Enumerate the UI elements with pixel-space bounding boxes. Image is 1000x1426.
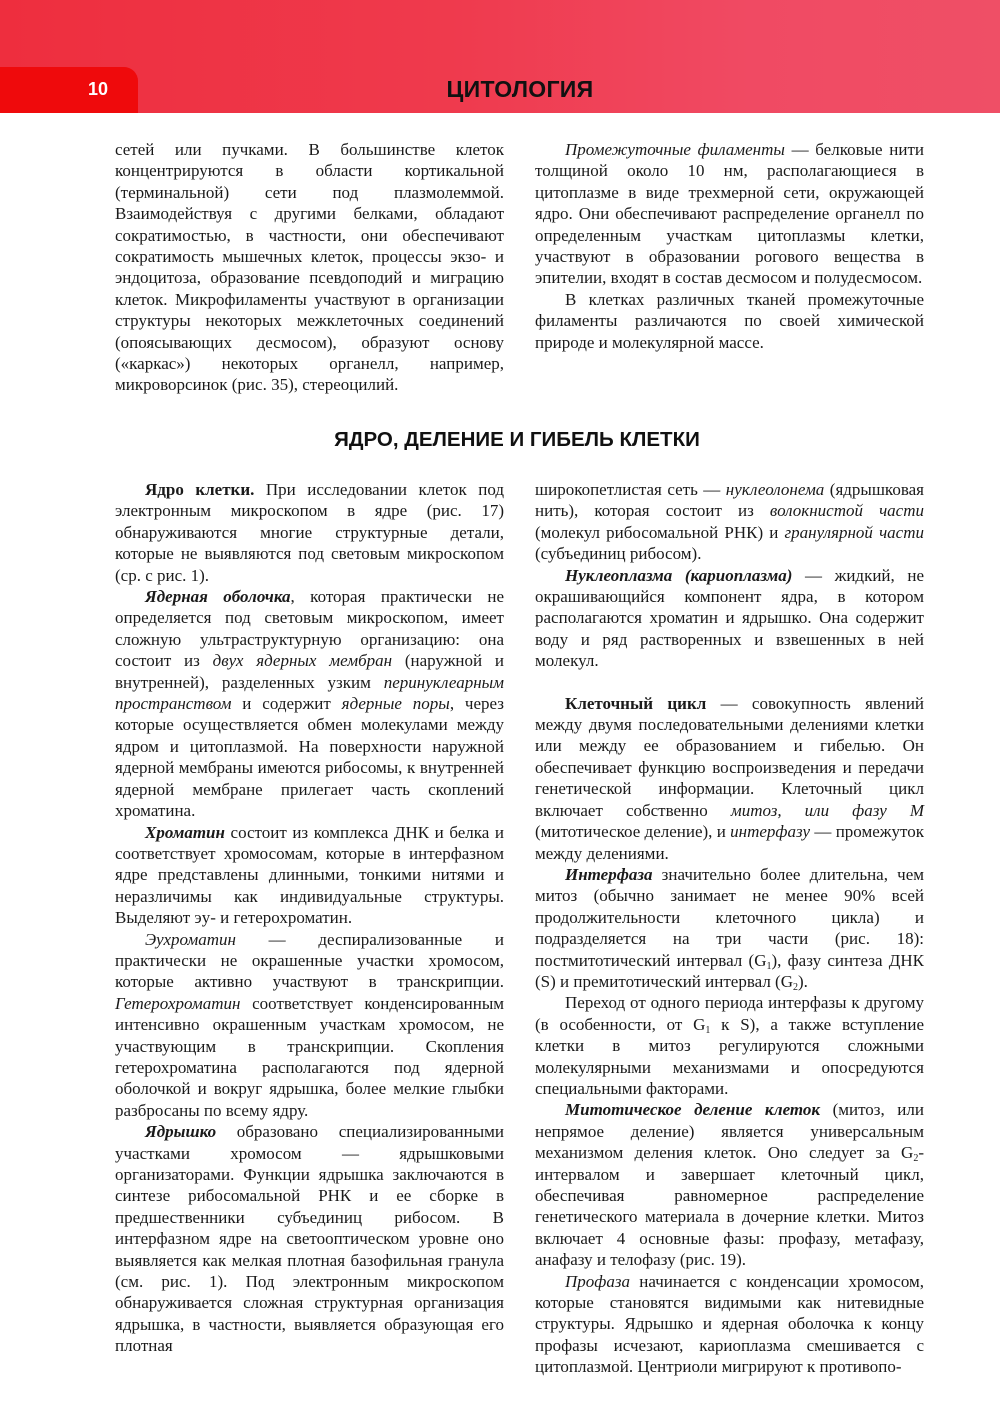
term: Эухроматин [145, 929, 236, 949]
paragraph: Нуклеоплазма (кариоплазма) — жидкий, не окрашивающийся компонент ядра, в котором располагаются хроматин и ядрышко. Она содержит воду и ряд растворенных и взвешенных в ней молекул. [535, 565, 925, 671]
paragraph: Ядерная оболочка, которая практически не определяется под световым микроскопом, имеет сложную ультраструктурную организацию: она состоит из двух ядерных мембран (наружной и внутренней), разделенных узким перинуклеарным пространством и содержит ядерные поры, через которые осуществляется обмен молекулами между ядром и цитоплазмой. На поверхности наружной ядерной мембраны имеются рибосомы, к внутренней ядерной мембране прилегает часть скоплений хроматина. [115, 587, 504, 821]
main-right-column [535, 479, 924, 1378]
paragraph: Клеточный цикл — совокупность явлений между двумя последовательными делениями клетки или между ее образованием и гибелью. Он обеспечивает функцию воспроизведения и передачи генетической информации. Клеточный цикл включает собственно митоз, или фазу М (митотическое деление), и интерфазу — промежуток между делениями. [535, 693, 925, 863]
paragraph: Эухроматин — деспирализованные и практически не окрашенные участки хромосом, которые активно участвуют в транскрипции. Гетерохроматин соответствует конденсированным интенсивно окрашенным участкам хромосом, не участвующим в транскрипции. Скопления гетерохроматина располагаются под ядерной оболочкой и вокруг ядрышка, более мелкие глыбки разбросаны по всему ядру. [115, 929, 504, 1120]
paragraph: широкопетлистая сеть — нуклеолонема (ядрышковая нить), которая состоит из волокнистой части (молекул рибосомальной РНК) и гранулярной части (субъединиц рибосом). [535, 480, 925, 564]
paragraph: Ядро клетки. При исследовании клеток под электронным микроскопом в ядре (рис. 17) обнаруживаются многие структурные детали, которые не выявляются под световым микроскопом (ср. с рис. 1). [115, 480, 504, 585]
paragraph: Интерфаза значительно более длительна, чем митоз (обычно занимает не менее 90% всей продолжительности клеточного цикла) и подразделяется на три части (рис. 18): постмитотический интервал $(G_1)$, фазу синтеза ДНК (S) и премитотический интервал $(G_2)$. [535, 864, 925, 993]
running-title: ЦИТОЛОГИЯ [446, 76, 594, 102]
term: Хроматин [145, 822, 225, 842]
term: Клеточный цикл [565, 693, 707, 713]
paragraph: Ядрышко образовано специализированными участками хромосом — ядрышковыми организаторами. Функции ядрышка заключаются в синтезе рибосомальной РНК и ее сборке в предшественники субъединиц рибосом. В интерфазном ядре на светооптическом уровне оно выявляется как мелкая плотная базофильная гранула (см. рис. 1). Под электронным микроскопом обнаруживается сложная структурная организация ядрышка, в частности, выявляется образующая его плотная [115, 1122, 504, 1356]
main-left-column [115, 479, 504, 1357]
term: Интерфаза [565, 864, 653, 884]
paragraph: Переход от одного периода интерфазы к другому (в особенности, от $G_1$ к S), а также вступление клетки в митоз регулируются сложными молекулярными механизмами и опосредуются специальными факторами. [535, 993, 924, 1098]
page-number: 10 [88, 79, 109, 99]
paragraph: Профаза начинается с конденсации хромосом, которые становятся видимыми как нитевидные структуры. Ядрышко и ядерная оболочка к концу профазы исчезают, кариоплазма смешивается с цитоплазмой. Центриоли мигрируют к противопо- [535, 1271, 924, 1377]
term: Митотическое деление клеток [565, 1100, 821, 1120]
term: Промежуточные филаменты [565, 140, 785, 159]
top-right-column [535, 139, 924, 353]
section-heading: ЯДРО, ДЕЛЕНИЕ И ГИБЕЛЬ КЛЕТКИ [334, 428, 700, 451]
paragraph: Промежуточные филаменты — белковые нити толщиной около 10 нм, располагающиеся в цитоплазме в виде трехмерной сети, окружающей ядро. Они обеспечивают распределение органелл по определенным участкам цитоплазмы клетки, участвуют в образовании рогового вещества в эпителии, входят в состав десмосом и полудесмосом. [535, 140, 924, 288]
term: Профаза [565, 1271, 630, 1291]
paragraph: Хроматин состоит из комплекса ДНК и белка и соответствует хромосомам, которые в интерфазном ядре представлены длинными, тонкими нитями и неразличимы как индивидуальные структуры. Выделяют эу- и гетерохроматин. [115, 822, 504, 928]
paragraph: В клетках различных тканей промежуточные филаменты различаются по своей химической природе и молекулярной массе. [535, 289, 924, 352]
term: Нуклеоплазма (кариоплазма) [565, 565, 793, 585]
paragraph: Митотическое деление клеток (митоз, или непрямое деление) является универсальным механизмом деления клеток. Оно следует за $G_2$-интервалом и завершает клеточный цикл, обеспечивая равномерное распределение генетического материала в дочерние клетки. Митоз включает 4 основные фазы: профазу, метафазу, анафазу и телофазу (рис. 19). [535, 1100, 924, 1270]
term: Ядерная оболочка [145, 587, 291, 607]
top-left-column [115, 139, 504, 396]
term: Ядрышко [145, 1122, 217, 1142]
term: Ядро клетки. [145, 480, 255, 499]
paragraph: сетей или пучками. В большинстве клеток концентрируются в области кортикальной (терминальной) сети под плазмолеммой. Взаимодействуя с другими белками, обладают сократимостью, в частности, они обеспечивают сократимость мышечных клеток, процессы экзо- и эндоцитоза, образование псевдоподий и миграцию клеток. Микрофиламенты участвуют в организации структуры некоторых межклеточных соединений (опоясывающих десмосом), образуют основу («каркас») некоторых органелл, например, микроворсинок (рис. 35), стереоцилий. [115, 140, 504, 395]
